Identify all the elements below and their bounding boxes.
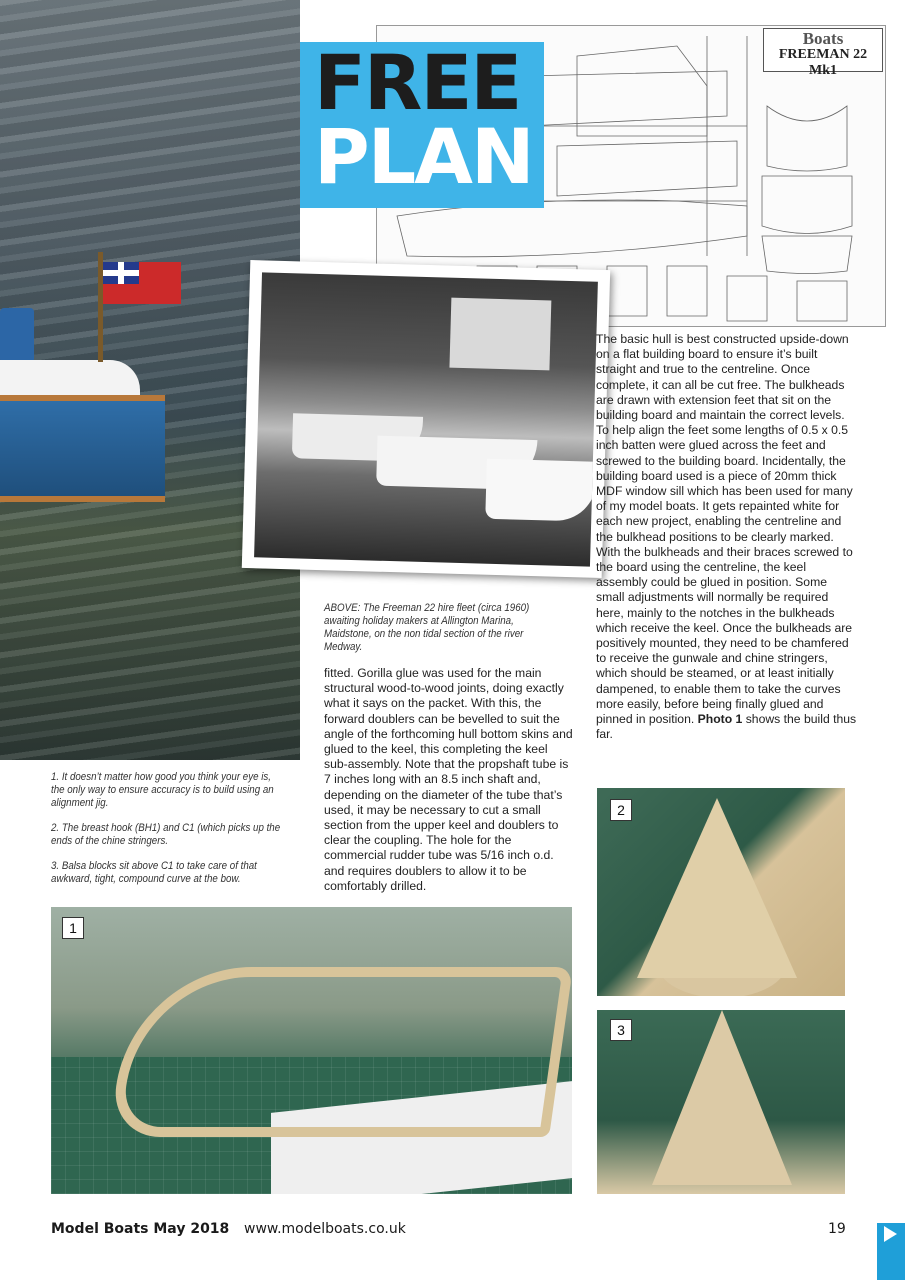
photo-number-3: 3 — [610, 1019, 632, 1041]
balsa-blocks — [652, 1010, 792, 1185]
body-paragraph-middle: fitted. Gorilla glue was used for the main structural wood-to-wood joints, doing exactly what it says on the packet. With this, the forward doublers can be bevelled to suit the angle of the forthcoming hull bottom skins and glued to the keel, this completing the keel sub-assembly. Note that the propshaft tube is 7 inches long with an 8.5 inch shaft and, depending on the diameter of the tube that’s used, it may be necessary to cut a small section from the upper keel and doublers to clear the coupling. The hole for the commercial rudder tube was 5/16 inch o.d. and requires doublers to allow it to be comfortably drilled. — [324, 666, 573, 893]
plan-name: FREEMAN 22 Mk1 — [778, 47, 868, 78]
banner-plan-text: PLAN — [314, 112, 533, 201]
plan-title-block — [763, 28, 883, 78]
body-right-text: The basic hull is best constructed upside-down on a flat building board to ensure it’s built straight and true to the centreline. Once complete, it can all be cut free. The bulkheads are drawn with extension feet that sit on the building board and maintain the correct levels. To help align the feet some lengths of 0.5 x 0.5 inch batten were glued across the feet and screwed to the building board. Incidentally, the building board used is a piece of 20mm thick MDF window sill which has been used for many of my model boats. It gets repainted white for each new project, enabling the centreline and the bulkhead positions to be clearly marked. With the bulkheads and their braces screwed to the board using the centreline, the keel assembly could be glued in position. Some small adjustments will normally be required here, mainly to the notches in the bulkheads which receive the keel. Once the bulkheads are positively mounted, they need to be chamfered to receive the gunwale and chine stringers, which should be steamed, or at least initially dampened, to enable them to take the curves more easily, before being finally glued and pinned in position. — [596, 332, 853, 727]
flag-union-canton — [103, 262, 139, 284]
boat-seat — [0, 308, 34, 363]
page-number: 19 — [828, 1221, 846, 1237]
banner-free-text: FREE — [314, 38, 521, 127]
caption-above: ABOVE: The Freeman 22 hire fleet (circa 1960) awaiting holiday makers at Allington Marina, Maidstone, on the non tidal section of the river Medway. — [324, 602, 530, 653]
body-paragraph-right — [596, 332, 858, 742]
bow-frame — [637, 798, 797, 978]
body-right-end: shows the build thus far. — [596, 712, 857, 742]
caption-3: 3. Balsa blocks sit above C1 to take care of that awkward, tight, compound curve at the bow. — [51, 860, 257, 885]
boat-deck — [0, 360, 140, 400]
hull-frame — [109, 967, 572, 1137]
build-photo-3 — [597, 1010, 845, 1194]
body-text-right — [596, 332, 858, 742]
footer-url[interactable]: www.modelboats.co.uk — [244, 1221, 406, 1237]
photo-captions — [51, 771, 281, 898]
boat-hull — [0, 395, 165, 502]
footer-magazine: Model Boats May 2018 — [51, 1221, 230, 1237]
hire-fleet-photo — [242, 260, 610, 578]
photo-number-1: 1 — [62, 917, 84, 939]
photo-reference: Photo 1 — [697, 712, 743, 727]
photo-number-2: 2 — [610, 799, 632, 821]
caption-2: 2. The breast hook (BH1) and C1 (which picks up the ends of the chine stringers. — [51, 822, 281, 847]
build-photo-2 — [597, 788, 845, 996]
house — [449, 298, 551, 371]
build-photo-1 — [51, 907, 572, 1194]
plan-brand: Boats — [802, 29, 844, 48]
boat-3 — [485, 459, 597, 522]
body-text-middle — [324, 666, 574, 894]
next-arrow-icon — [884, 1226, 897, 1242]
hire-fleet-photo-image — [254, 272, 598, 566]
caption-1: 1. It doesn’t matter how good you think your eye is, the only way to ensure accuracy is to build using an alignment jig. — [51, 771, 274, 809]
